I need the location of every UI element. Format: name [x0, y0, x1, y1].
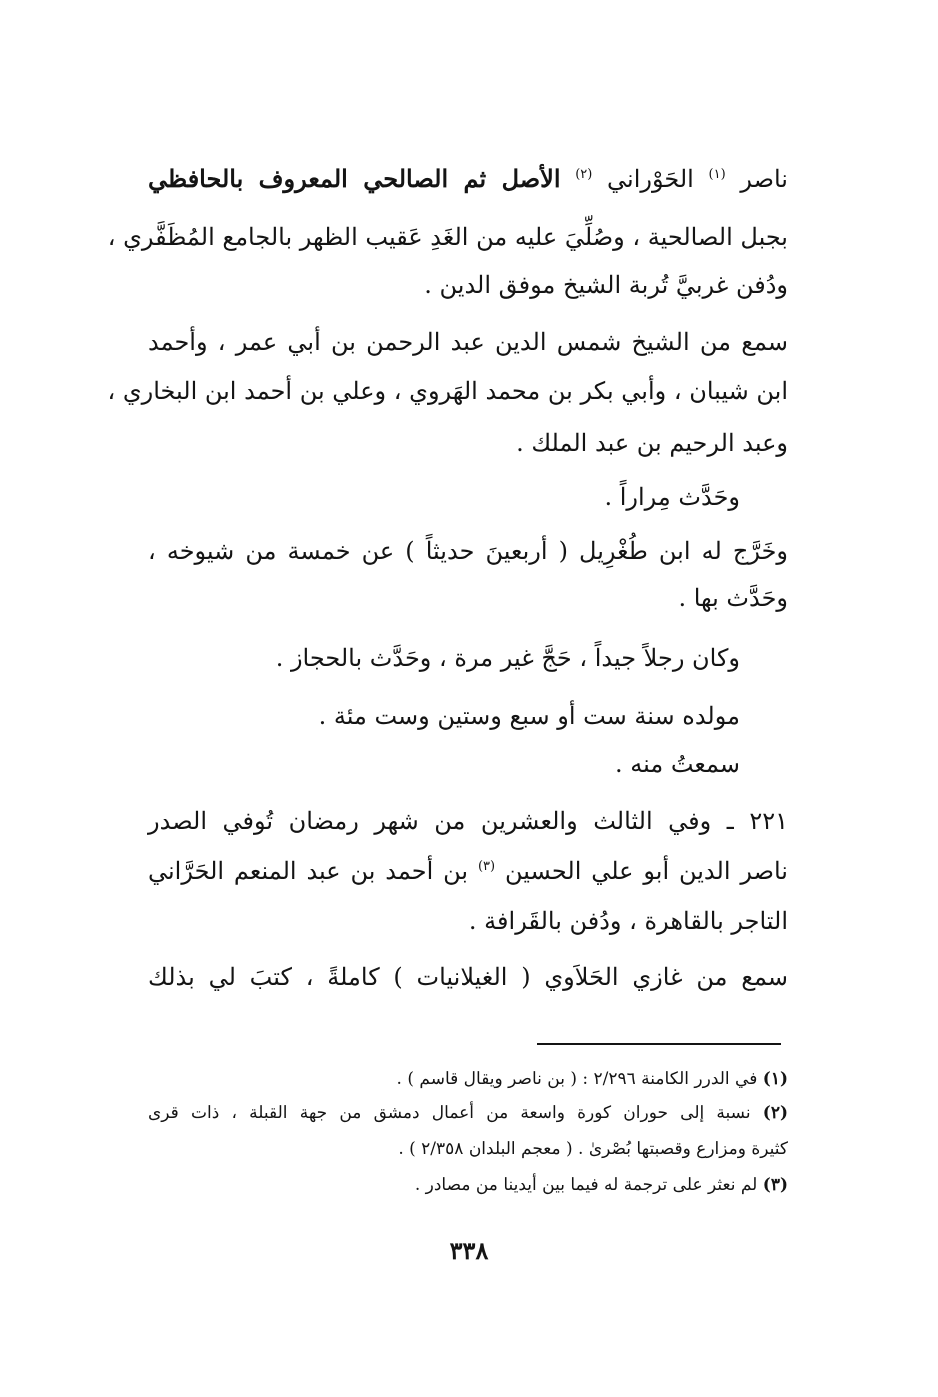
footnote — [148, 1100, 788, 1126]
footnote-number: (١) — [762, 1069, 788, 1089]
footnote-text: لم نعثر على ترجمة له فيما بين أيدينا من مصادر . — [414, 1175, 758, 1195]
footnote-text: في الدرر الكامنة ٢/٢٩٦ : ( بن ناصر ويقال قاسم ) . — [396, 1069, 758, 1089]
text-line: وعبد الرحيم بن عبد الملك . — [516, 429, 788, 457]
footnote-text: نسبة إلى حوران كورة واسعة من أعمال دمشق من جهة القبلة ، ذات قرى — [148, 1103, 751, 1123]
footnote-marker: (٢) — [575, 167, 593, 182]
text-line: مولده سنة ست أو سبع وستين وست مئة . — [318, 702, 740, 730]
footnote-marker: (٣) — [477, 859, 496, 874]
footnote — [148, 1066, 788, 1092]
text-run: ناصر الدين أبو علي الحسين — [504, 857, 788, 885]
footnote-marker: (١) — [708, 167, 726, 182]
text-run: بن أحمد بن عبد المنعم الحَرَّاني — [148, 857, 469, 885]
text-line: ابن شيبان ، وأبي بكر بن محمد الهَروي ، وعلي بن أحمد ابن البخاري ، — [107, 377, 788, 405]
text-line: وخَرَّج له ابن طُغْرِيل ( أربعينَ حديثاً ) عن خمسة من شيوخه ، — [148, 537, 788, 565]
footnote — [148, 1172, 788, 1198]
footnote-continuation: كثيرة ومزارع وقصبتها بُصْرىٰ . ( معجم البلدان ٢/٣٥٨ ) . — [398, 1139, 788, 1159]
text-line — [148, 162, 788, 196]
text-line — [148, 854, 788, 888]
text-line: ودُفن غربيَّ تُربة الشيخ موفق الدين . — [424, 271, 788, 299]
text-line: وكان رجلاً جيداً ، حَجَّ غير مرة ، وحَدَّث بالحجاز . — [275, 644, 740, 672]
footnote-separator — [537, 1043, 781, 1045]
text-line: سمع من غازي الحَلاَوي ( الغيلانيات ) كاملةً ، كتبَ لي بذلك — [148, 963, 788, 991]
text-line: سمعتُ منه . — [615, 750, 740, 778]
text-line: ٢٢١ ـ وفي الثالث والعشرين من شهر رمضان تُوفي الصدر — [148, 807, 788, 835]
text-run: الأصل ثم الصالحي المعروف بالحافظي — [148, 164, 561, 193]
page-number: ٣٣٨ — [449, 1236, 489, 1265]
footnote-number: (٣) — [762, 1175, 788, 1195]
text-line: التاجر بالقاهرة ، ودُفن بالقَرافة . — [468, 907, 788, 935]
text-line: وحَدَّث مِراراً . — [604, 483, 740, 511]
text-line: سمع من الشيخ شمس الدين عبد الرحمن بن أبي عمر ، وأحمد — [148, 328, 788, 356]
footnote-number: (٢) — [762, 1103, 788, 1123]
text-run: الحَوْراني — [607, 165, 694, 193]
text-line: وحَدَّث بها . — [678, 584, 788, 612]
text-run: ناصر — [740, 165, 788, 193]
text-line: بجبل الصالحية ، وصُلِّيَ عليه من الغَدِ عَقيب الظهر بالجامع المُظَفَّري ، — [107, 223, 788, 251]
